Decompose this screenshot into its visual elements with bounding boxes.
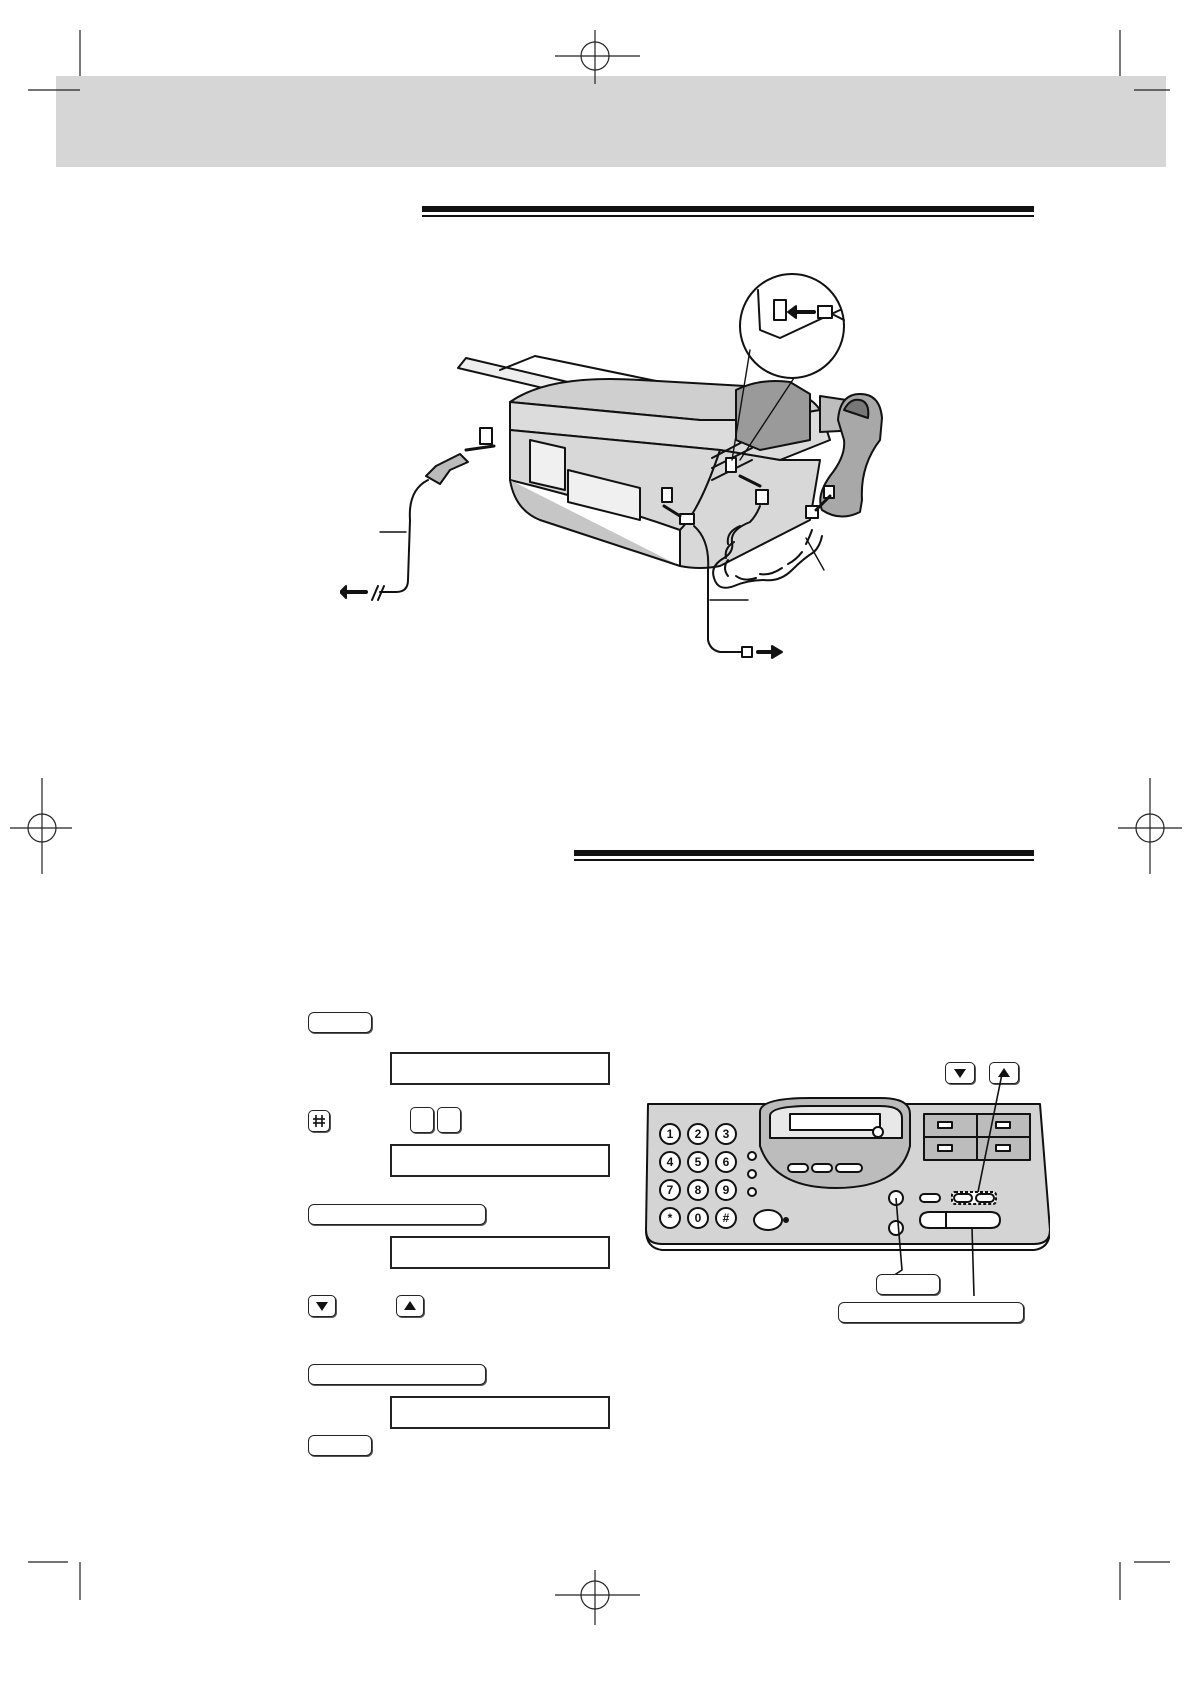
key-8-label: 8 [694, 1183, 702, 1197]
set-button[interactable] [308, 1204, 486, 1225]
key-7-label: 7 [666, 1183, 674, 1197]
key-3-label: 3 [722, 1127, 730, 1141]
key-5-label: 5 [694, 1155, 702, 1169]
digit-key-1[interactable] [410, 1107, 434, 1133]
display-step-2 [390, 1144, 610, 1177]
key-star-label: * [667, 1211, 673, 1225]
key-6-label: 6 [722, 1155, 730, 1169]
display-step-5 [390, 1396, 610, 1429]
section-2-heading-rule [574, 850, 1034, 861]
display-step-3 [390, 1236, 610, 1269]
set-button-2[interactable] [308, 1364, 486, 1385]
fax-connection-illustration [340, 270, 1060, 720]
control-panel-illustration [640, 1070, 1050, 1320]
key-9-label: 9 [722, 1183, 730, 1197]
digit-key-2[interactable] [437, 1107, 461, 1133]
down-arrow-key[interactable] [308, 1295, 336, 1317]
hash-key-icon[interactable] [308, 1110, 330, 1132]
key-hash-label: # [722, 1211, 730, 1225]
up-arrow-key[interactable] [396, 1295, 424, 1317]
key-1-label: 1 [666, 1127, 674, 1141]
display-step-1 [390, 1052, 610, 1085]
key-2-label: 2 [694, 1127, 702, 1141]
panel-menu-callout [876, 1274, 940, 1295]
menu-button-2[interactable] [308, 1435, 372, 1456]
menu-button[interactable] [308, 1012, 372, 1033]
key-4-label: 4 [666, 1155, 674, 1169]
fax-unit [480, 379, 880, 568]
panel-set-callout [838, 1302, 1024, 1323]
power-cord [372, 454, 468, 600]
section-1-heading-rule [422, 206, 1034, 217]
key-0-label: 0 [694, 1211, 702, 1225]
